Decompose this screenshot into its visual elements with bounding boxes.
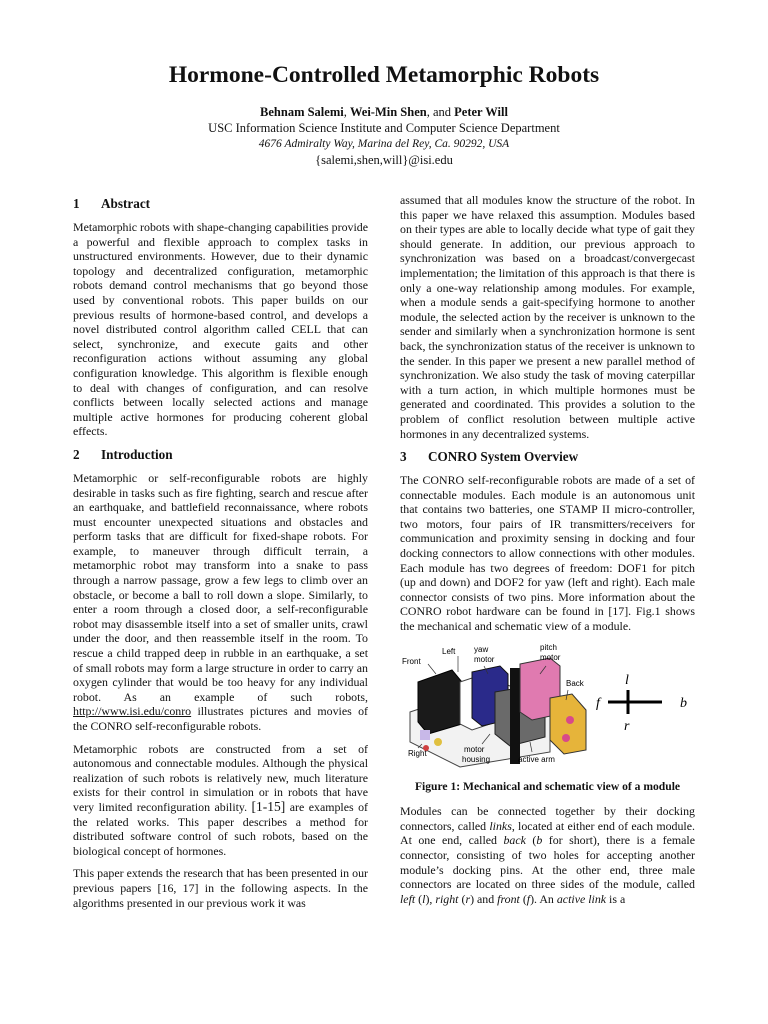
citation-ref: [1-15] (251, 798, 286, 814)
text-run: for short), there is a female connector, consisting of two holes for accepting another module’s docking pins. At the other end, three male connectors are located on three sides of the module, called (400, 833, 695, 892)
text-run: are examples of the related works. This paper describes a method for distributed software control of such robots, based on the biological concept of hormones. (73, 799, 368, 858)
text-run: ( (458, 891, 466, 906)
text-run: illustrates pictures and movies of the CONRO self-reconfigurable robots. (73, 704, 368, 733)
term-f: f (526, 891, 531, 906)
pointer-line (428, 664, 436, 674)
term-b: b (536, 833, 543, 848)
text-run: Modules can be connected together by their docking connectors, called (400, 804, 695, 833)
intro-paragraph-1 (73, 471, 368, 734)
section-heading-introduction (73, 447, 368, 463)
author-3: Peter Will (454, 105, 508, 119)
conro-link[interactable]: http://www.isi.edu/conro (73, 704, 192, 719)
schematic-label-r: r (624, 718, 630, 734)
term-left: left (400, 891, 416, 906)
label-right: Right (408, 748, 427, 758)
section-title: Abstract (101, 196, 151, 211)
active-arm-shape (510, 668, 520, 764)
email: {salemi,shen,will}@isi.edu (315, 153, 453, 167)
section-number: 2 (73, 446, 80, 462)
author-names (0, 104, 768, 120)
abstract-paragraph: Metamorphic robots with shape-changing capabilities provide a powerful and flexible approach to complex tasks in unstructured environments. However, due to their dynamic topology and decentralized configuration, metamorphic robots demand control mechanisms that go beyond those used by conventional robots. This paper builds on our previous results of hormone-based control, and develops a novel distributed control algorithm called CELL that can select, synchronize, and execute gaits and other reconfiguration actions without assuming any global configuration knowledge. This algorithm is flexible enough to deal with changes of configuration, and can resolve conflicts between locally selected actions and manage multiple active hormones for producing coherent global effects. (73, 220, 368, 439)
section-heading-conro (400, 449, 695, 465)
text-run: ( (525, 833, 537, 848)
author-sep-1: , (343, 105, 350, 119)
section-number: 3 (400, 449, 407, 465)
schematic-label-f: f (596, 695, 600, 711)
section-number: 1 (73, 196, 80, 211)
address: 4676 Admiralty Way, Marina del Rey, Ca. 90292, USA (258, 138, 510, 150)
left-column (73, 190, 368, 918)
author-1: Behnam Salemi (260, 105, 344, 119)
affiliation: USC Information Science Institute and Computer Science Department (208, 121, 560, 135)
label-pitch-motor: motor (540, 652, 561, 662)
front-block-shape (418, 670, 462, 734)
section-title: CONRO System Overview (428, 449, 579, 465)
label-motor: motor (464, 744, 485, 754)
connector-hole-shape (566, 716, 574, 724)
text-run: ( (519, 891, 527, 906)
term-active-link: active link (556, 891, 607, 906)
term-r: r (465, 891, 471, 906)
intro-paragraph-2 (73, 742, 368, 859)
text-run: ( (415, 891, 423, 906)
back-plate-shape (550, 694, 586, 754)
label-pitch: pitch (540, 642, 557, 652)
text-run: Metamorphic or self-reconfigurable robots are highly desirable in tasks such as fire fighting, search and rescue after an earthquake, and battlefield reconnaissance, where robots must encounter unexpected situations and obstacles and perform tasks that are difficult for fixed-shape robots. For example, to maneuver through difficult terrain, a metamorphic robot may transform into a snake to pass through a narrow passage, grow a few legs to climb over an obstacle, or become a ball to roll down a slope. Similarly, to enter a room through a closed door, a self-reconfigurable robot may disassemble itself into a set of smaller units, crawl under the door, and then reassemble itself in the room. To rescue a child trapped deep in rubble in an earthquake, a set of small robots may form a large structure in order to carry an oxygen cylinder that would be too heavy for any individual robot. As an example of such robots, (73, 470, 368, 704)
connector-hole-shape (562, 734, 570, 742)
conro-paragraph-2 (400, 804, 695, 906)
left-face-shape (420, 730, 430, 740)
label-back: Back (566, 678, 584, 688)
label-front: Front (402, 656, 421, 666)
text-run: ), (425, 891, 436, 906)
author-block (0, 104, 768, 168)
term-l: l (422, 891, 426, 906)
text-run: ). An (530, 891, 557, 906)
schematic-label-l: l (625, 672, 629, 688)
author-2: Wei-Min Shen (349, 105, 427, 119)
intro-continued-paragraph: assumed that all modules know the structure of the robot. In this paper we have relaxed this assumption. Modules based on their types are able to locally decide what type of gait they should generate. In addition, our previous approach to synchronization was based on a broadcast/convergecast implementation; the limitation of this approach is that there is only a one-way relationship among modules. For example, when a module sends a gait-specifying hormone to another module, the selected action by the receiver is unknown to the sender and similarly when a synchronization hormone is sent back, the synchronization status of the receiver is unknown to the sender. In this paper we present a new parallel method of synchronization. We also study the task of moving caterpillar with a turn action, in which multiple hormones must be generated and coordinated. This provides a solution to the problem of conflict resolution between multiple active hormones in any decentralized systems. (400, 193, 695, 441)
author-sep-2: , and (426, 105, 455, 119)
term-front: front (497, 891, 520, 906)
figure-caption: Figure 1: Mechanical and schematic view of a module (414, 779, 681, 793)
figure-1 (400, 642, 695, 772)
label-yaw: yaw (474, 644, 489, 654)
section-heading-abstract (73, 196, 368, 212)
module-illustration (400, 642, 695, 772)
label-left: Left (442, 646, 456, 656)
term-right: right (435, 891, 459, 906)
term-links: links (489, 818, 512, 833)
label-yaw-motor: motor (474, 654, 495, 664)
label-housing: housing (462, 754, 491, 764)
conro-paragraph-1: The CONRO self-reconfigurable robots are made of a set of connectable modules. Each module is an autonomous unit that contains two batteries, one STAMP II micro-controller, two motors, four pairs of IR transmitters/receivers for communication and proximity sensing in docking and four docking connectors to allow connections with other modules. Each module has two degrees of freedom: DOF1 for pitch (up and down) and DOF2 for yaw (left and right). Each male connector consists of two pins. More information about the CONRO robot hardware can be found in [17]. Fig.1 shows the mechanical and schematic view of a module. (400, 473, 695, 634)
schematic-label-b: b (680, 695, 687, 711)
right-column (400, 193, 695, 914)
intro-paragraph-3: This paper extends the research that has been presented in our previous papers [16, 17] in the following aspects. In the algorithms presented in our previous work it was (73, 866, 368, 910)
text-run: , located at either end of each module. At one end, called (400, 818, 695, 848)
term-back: back (503, 833, 526, 848)
connector-pin-shape (434, 738, 442, 746)
text-run: is a (606, 891, 626, 906)
label-active-arm: active arm (518, 754, 555, 764)
text-run: ) and (470, 891, 498, 906)
section-title: Introduction (101, 446, 173, 462)
paper-title: Hormone-Controlled Metamorphic Robots (168, 62, 600, 88)
text-run: Metamorphic robots are constructed from a set of autonomous and connectable modules. Although the physical realization of such robots is relatively new, much literature exists for their control in simulation or in robots that have very limited reconfiguration ability. (73, 741, 368, 814)
